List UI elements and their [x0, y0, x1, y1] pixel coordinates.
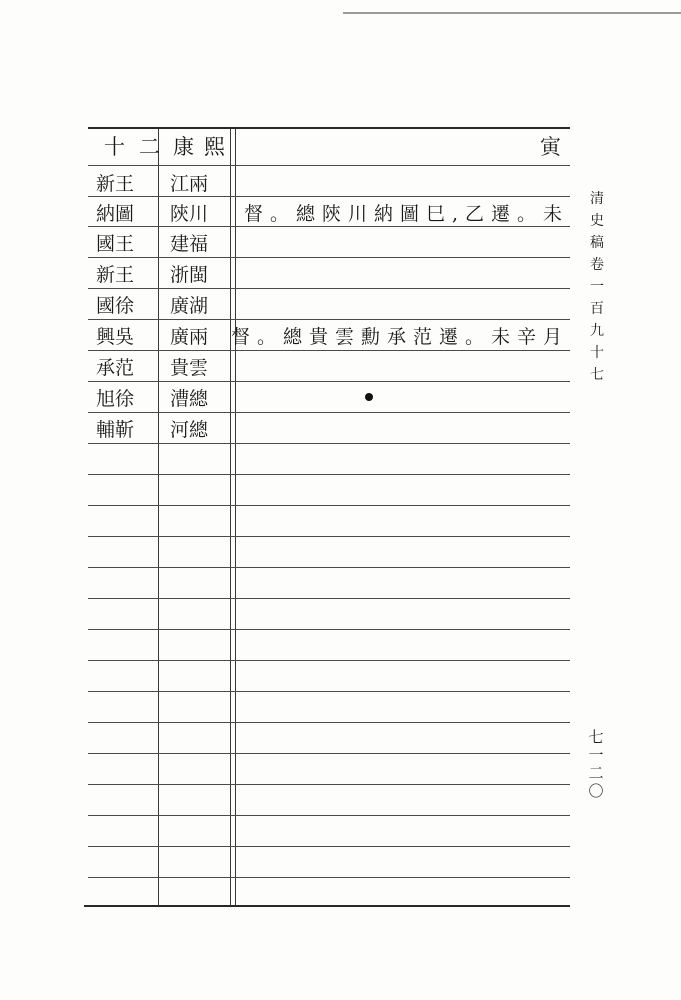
row-line	[88, 784, 570, 785]
row-line	[88, 319, 570, 320]
row-line	[88, 505, 570, 506]
name-cell: 旭徐	[96, 388, 135, 410]
name-cell: 新王	[96, 264, 135, 286]
row-line	[88, 536, 570, 537]
row-line	[88, 722, 570, 723]
post-cell: 陝川	[170, 203, 209, 225]
page-number: 七一二〇	[588, 728, 604, 800]
row-line	[88, 567, 570, 568]
column-divider-1	[158, 129, 159, 905]
name-cell: 承范	[96, 357, 135, 379]
year-label: 十二	[104, 135, 174, 159]
name-cell: 興吳	[96, 326, 135, 348]
entry-label: 寅	[540, 135, 561, 159]
post-cell: 建福	[170, 233, 209, 255]
row-line	[88, 629, 570, 630]
row-line	[88, 381, 570, 382]
top-rule	[88, 127, 570, 129]
post-cell: 漕總	[170, 388, 209, 410]
row-line	[88, 257, 570, 258]
row-line	[88, 846, 570, 847]
row-line	[88, 815, 570, 816]
row-line	[88, 288, 570, 289]
column-divider-2	[230, 129, 231, 905]
post-cell: 江兩	[170, 173, 209, 195]
era-label: 康熙	[173, 135, 235, 159]
row-line	[88, 660, 570, 661]
ink-dot	[365, 393, 373, 401]
post-cell: 浙閩	[170, 264, 209, 286]
post-cell: 廣兩	[170, 326, 209, 348]
row-text: 督。總貴雲勳承范遷。未辛月	[230, 326, 569, 348]
row-line	[88, 598, 570, 599]
name-cell: 輔靳	[96, 419, 135, 441]
row-line	[88, 877, 570, 878]
row-line	[88, 196, 570, 197]
name-cell: 國徐	[96, 295, 135, 317]
scan-edge-line	[343, 12, 681, 14]
post-cell: 貴雲	[170, 357, 209, 379]
row-line	[88, 412, 570, 413]
row-line	[88, 753, 570, 754]
name-cell: 納圖	[96, 203, 135, 225]
name-cell: 國王	[96, 233, 135, 255]
row-line	[88, 691, 570, 692]
side-title: 清史稿卷一百九十七	[590, 191, 604, 383]
row-line	[88, 165, 570, 166]
column-divider-3	[235, 129, 236, 905]
row-line	[88, 443, 570, 444]
post-cell: 河總	[170, 419, 209, 441]
post-cell: 廣湖	[170, 295, 209, 317]
row-line	[88, 474, 570, 475]
name-cell: 新王	[96, 173, 135, 195]
bottom-rule	[84, 905, 570, 907]
row-text: 督。總陝川納圖巳,乙遷。未	[243, 203, 569, 225]
